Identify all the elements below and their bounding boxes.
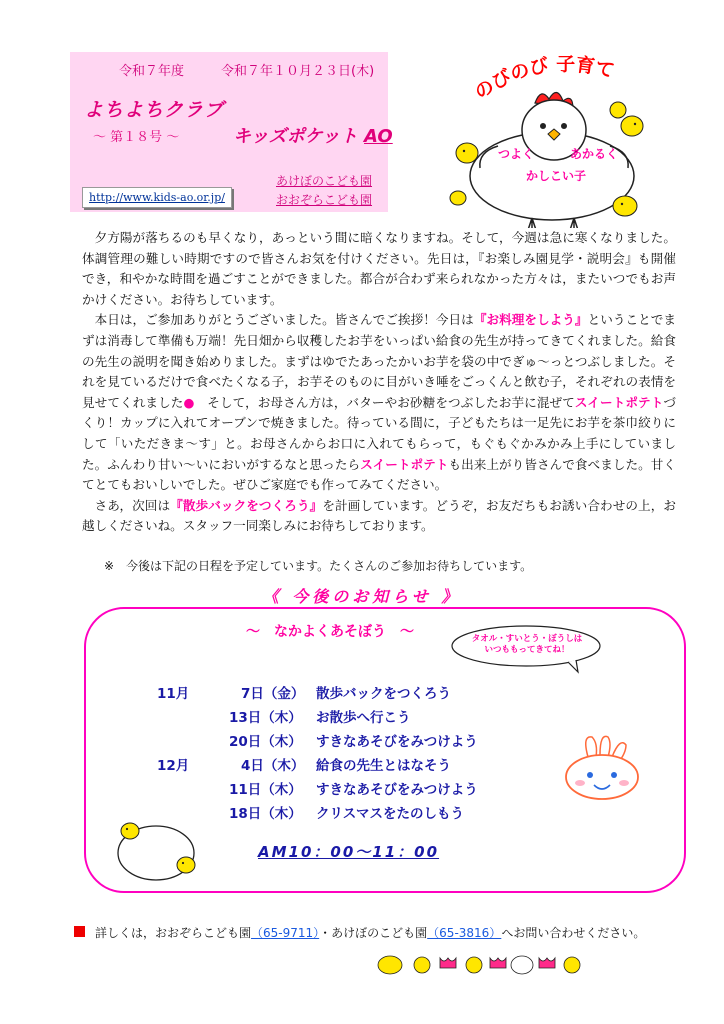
schedule-event: クリスマスをたのしもう xyxy=(316,806,464,822)
paragraph-next xyxy=(82,496,676,537)
bunny-face-illustration xyxy=(558,735,646,803)
sweet-potato-1: スイートポテト xyxy=(574,394,664,410)
month-dec: 12月 xyxy=(157,758,190,774)
website-link[interactable]: http://www.kids-ao.or.jp/ xyxy=(82,187,232,208)
report-text-4: づくり！カップに入れてオーブンで焼きました。待っている間に，子どもたちは一足先にお芋を茶巾絞りにして「いただきま～す」と。お母さんからお口に入れてもらって，もぐもぐかみかみ上手にしていました。ふんわり甘い～いにおいがするなと思ったら xyxy=(82,394,677,472)
event-name-cooking: 『お料理をしよう』 xyxy=(473,312,588,328)
report-text-3: そして，お母さん方は，バターやお砂糖をつぶしたお芋に混ぜて xyxy=(194,394,575,410)
phone-akebono[interactable]: （65-3816） xyxy=(427,926,502,940)
slogan-text: のびのび 子育て xyxy=(470,53,617,104)
schedule-event: 散歩バックをつくろう xyxy=(316,686,451,702)
bubble-line-1: タオル・すいとう・ぼうしは xyxy=(471,634,583,644)
egg-chicks-illustration xyxy=(112,815,202,885)
schedule-event: 給食の先生とはなそう xyxy=(316,758,451,774)
publication-suffix: AO xyxy=(364,126,393,147)
footer-text-2: ・あけぼのこども園 xyxy=(319,926,428,940)
logo-word-smart: かしこい子 xyxy=(526,169,587,183)
era-year: 令和７年度 xyxy=(119,64,185,79)
school-name-akebono: あけぼのこども園 xyxy=(276,174,373,188)
publication-title xyxy=(233,122,393,148)
footer-text-3: へお問い合わせください。 xyxy=(501,926,646,940)
footer-contact xyxy=(95,924,645,941)
publication-name: キッズポケット xyxy=(233,126,358,147)
schedule-day: 18日（木） xyxy=(229,806,302,822)
issue-date: 令和７年１０月２３日(木) xyxy=(221,64,375,79)
schedule-heading: ～ なかよくあそぼう ～ xyxy=(246,624,414,640)
schedule-note: ※ 今後は下記の日程を予定しています。たくさんのご参加お待ちしています。 xyxy=(104,559,533,573)
schedule-day: 13日（木） xyxy=(229,710,302,726)
report-text-2: ということでまずは消毒して準備も万端！先日畑から収穫したお芋をいっぱい給食の先生が持ってきてくれました。給食の先生の説明を聞き始めりました。まずはゆでたあったかいお芋を袋の中でぎゅ～っとつぶしました。それを見ているだけで食べたくなる子，お芋そのものに目がいき唾をごっくんと飲む子，それぞれの表情を見せてくれました xyxy=(82,312,677,410)
bubble-line-2: いつももってきてね！ xyxy=(484,645,570,655)
logo-word-strong: つよく xyxy=(498,147,535,161)
event-name-bag: 『散歩バックをつくろう』 xyxy=(170,497,323,513)
paragraph-intro: 夕方陽が落ちるのも早くなり，あっという間に暗くなりますね。そして，今週は急に寒くなりました。体調管理の難しい時期ですので皆さんお気を付けください。先日は，『お楽しみ園見学・説明会』も開催でき，和やかな時間を過ごすことができました。都合が合わず来られなかった方々は，またいつでもお声かけください。お待ちしています。 xyxy=(82,230,676,307)
footer-bullet xyxy=(74,926,85,937)
smile-mark: ● xyxy=(183,394,195,410)
report-text-5: も出来上がり皆さんで食べました。甘くてとてもおいしいでした。ぜひご家庭でも作ってみてください。 xyxy=(82,456,677,493)
sweet-potato-2: スイートポテト xyxy=(360,456,449,472)
phone-oozora[interactable]: （65-9711） xyxy=(251,926,320,940)
schedule-day: 11日（木） xyxy=(229,782,302,798)
schedule-day: 20日（木） xyxy=(229,734,302,750)
footer-text-1: 詳しくは，おおぞらこども園 xyxy=(95,926,252,940)
next-text-2: を計画しています。どうぞ，お友だちもお誘い合わせの上，お越しくださいね。スタッフ一同楽しみにお待ちしております。 xyxy=(82,497,676,534)
paragraph-report xyxy=(82,310,676,495)
time-slot: AM10：00～11：00 xyxy=(258,843,440,861)
logo-word-bright: あかるく xyxy=(570,147,619,161)
notice-title: 《 今後のお知らせ 》 xyxy=(262,587,462,606)
month-nov: 11月 xyxy=(157,686,190,702)
schedule-day: 7日（金） xyxy=(241,686,305,702)
schedule-event: すきなあそびをみつけよう xyxy=(316,782,478,798)
schedule-day: 4日（木） xyxy=(241,758,305,774)
report-text-1: 本日は，ご参加ありがとうございました。皆さんでご挨拶！今日は xyxy=(94,312,474,328)
issue-number: ～ 第１８号 ～ xyxy=(93,130,180,145)
school-name-oozora: おおぞらこども園 xyxy=(276,193,373,207)
club-title: よちよちクラブ xyxy=(84,99,225,121)
article-body xyxy=(82,228,676,537)
schedule-event: お散歩へ行こう xyxy=(316,710,411,726)
next-text-1: さあ，次回は xyxy=(94,497,171,513)
bubble-text xyxy=(466,634,588,656)
chicken-logo xyxy=(440,48,660,228)
decorative-border xyxy=(374,950,588,976)
schedule-event: すきなあそびをみつけよう xyxy=(316,734,478,750)
